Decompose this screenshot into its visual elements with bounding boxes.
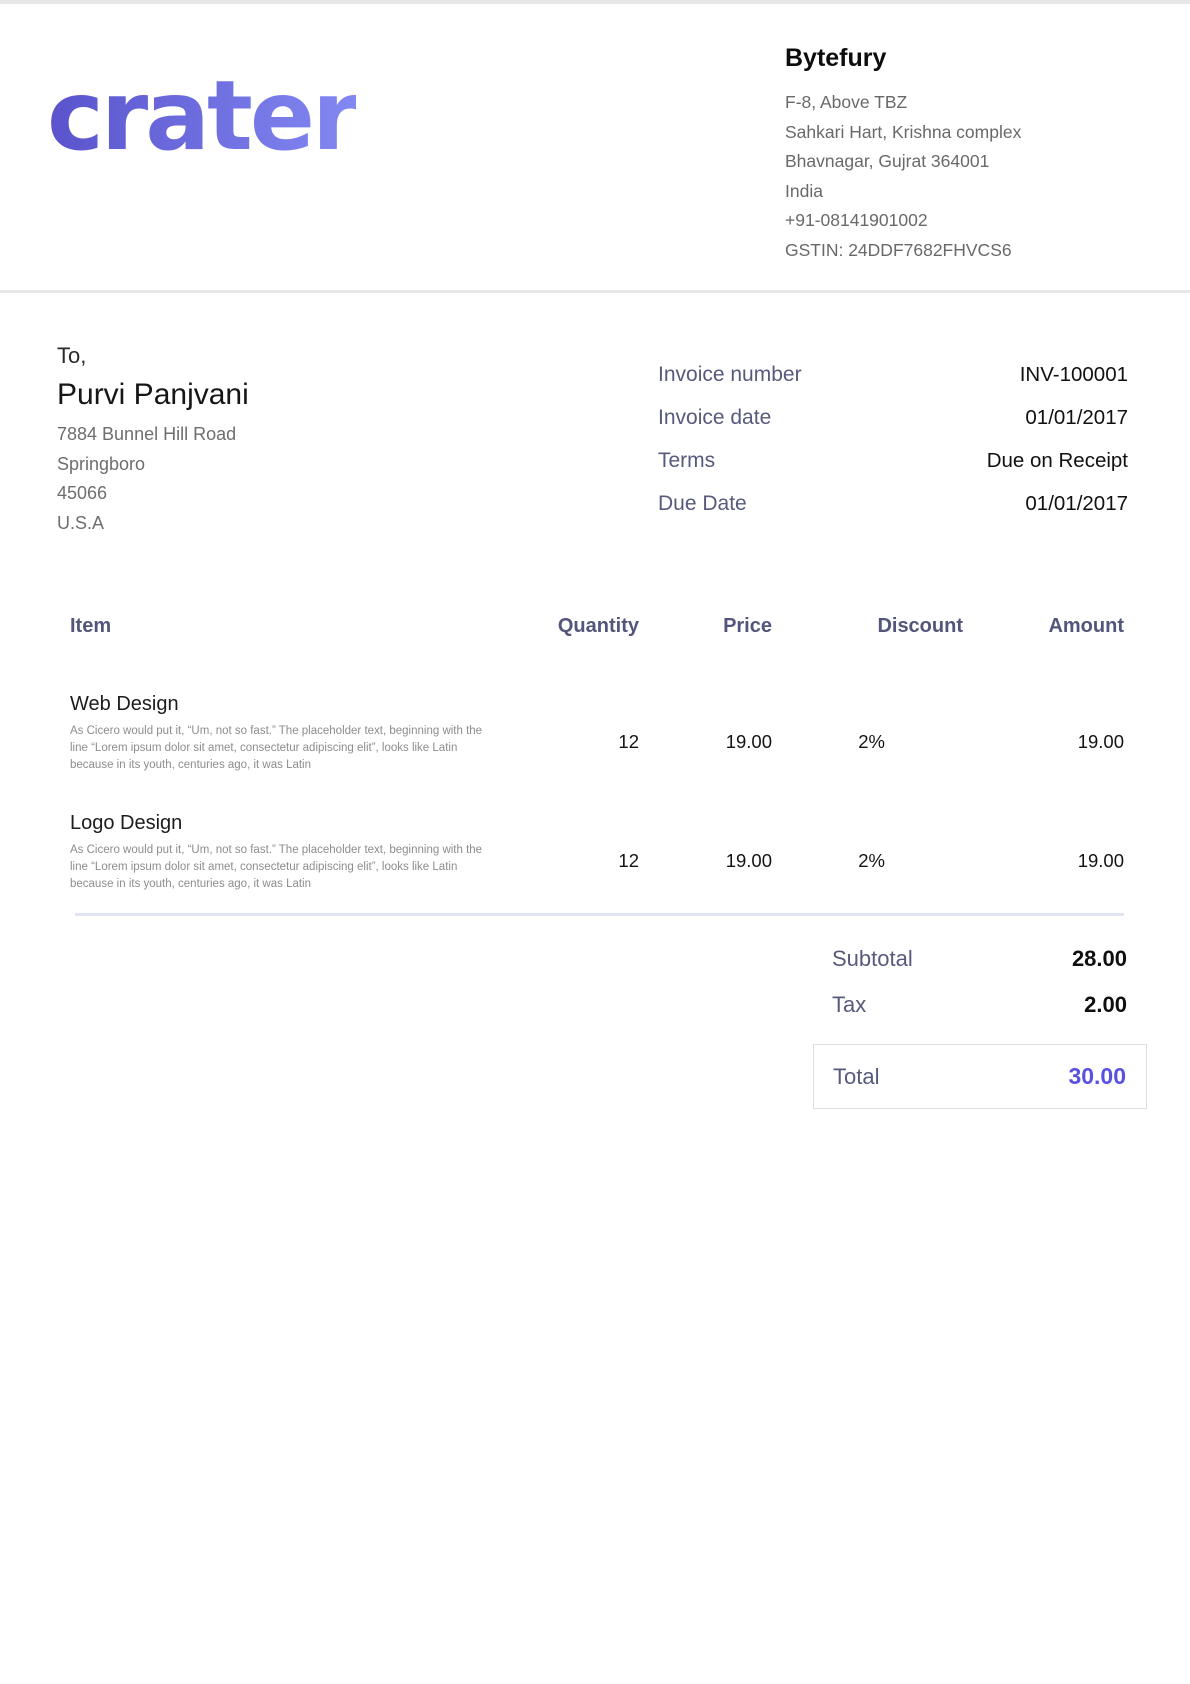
total-value: 30.00 (1068, 1063, 1126, 1089)
subtotal-value: 28.00 (1071, 946, 1127, 971)
company-name: Bytefury (785, 44, 887, 72)
bill-to-label: To, (57, 343, 87, 368)
company-phone: +91-08141901002 (785, 210, 928, 230)
item-description: As Cicero would put it, “Um, not so fast.” The placeholder text, beginning with the line “Lorem ipsum dolor sit amet, consectetur adipiscing elit”, looks like Latin because in its youth, centuries ago, it was Latin (70, 725, 483, 771)
terms-label: Terms (658, 449, 716, 472)
invoice-number-value: INV-100001 (1019, 363, 1128, 386)
customer-address-line: 7884 Bunnel Hill Road (57, 424, 237, 444)
item-description: As Cicero would put it, “Um, not so fast.” The placeholder text, beginning with the line “Lorem ipsum dolor sit amet, consectetur adipiscing elit”, looks like Latin because in its youth, centuries ago, it was Latin (70, 844, 483, 890)
terms-row (658, 449, 1128, 473)
item-quantity: 12 (618, 850, 639, 871)
tax-row (813, 992, 1147, 1018)
invoice-header (0, 4, 1190, 293)
terms-value: Due on Receipt (986, 449, 1128, 472)
item-amount: 19.00 (1077, 731, 1124, 752)
billing-section (0, 293, 1190, 538)
company-address-line: India (785, 180, 823, 201)
invoice-meta-block (658, 363, 1128, 538)
column-header-price: Price (723, 615, 772, 637)
invoice-date-value: 01/01/2017 (1025, 406, 1128, 429)
item-price: 19.00 (725, 850, 772, 871)
due-date-label: Due Date (658, 492, 747, 515)
tax-value: 2.00 (1084, 992, 1127, 1017)
subtotal-label: Subtotal (832, 946, 913, 971)
due-date-value: 01/01/2017 (1025, 492, 1128, 515)
customer-name: Purvi Panjvani (57, 378, 249, 411)
invoice-date-label: Invoice date (658, 406, 772, 429)
column-header-quantity: Quantity (557, 615, 639, 637)
item-cell (70, 693, 501, 774)
due-date-row (658, 492, 1128, 516)
item-name: Logo Design (70, 812, 183, 834)
subtotal-row (813, 946, 1147, 972)
invoice-date-row (658, 406, 1128, 430)
company-block (785, 38, 1135, 290)
item-cell (70, 812, 501, 893)
company-address-line: Bhavnagar, Gujrat 364001 (785, 151, 990, 171)
items-divider (75, 913, 1124, 916)
item-discount: 2% (858, 850, 885, 871)
customer-address-line: 45066 (57, 483, 108, 503)
tax-label: Tax (832, 992, 867, 1017)
totals-section (813, 946, 1147, 1109)
item-discount: 2% (858, 731, 885, 752)
item-amount: 19.00 (1077, 850, 1124, 871)
items-table-header (70, 615, 1190, 638)
column-header-discount: Discount (877, 615, 963, 637)
table-row (70, 812, 1190, 893)
company-address-line: Sahkari Hart, Krishna complex (785, 121, 1022, 142)
total-box (813, 1044, 1147, 1109)
column-header-amount: Amount (1048, 615, 1124, 637)
customer-address-line: U.S.A (57, 512, 105, 533)
item-name: Web Design (70, 693, 179, 715)
total-label: Total (833, 1064, 880, 1089)
item-quantity: 12 (618, 731, 639, 752)
item-price: 19.00 (725, 731, 772, 752)
crater-logo: crater (47, 68, 356, 290)
items-table (0, 615, 1190, 893)
invoice-number-row (658, 363, 1128, 387)
bill-to-block (57, 343, 249, 538)
column-header-item: Item (70, 615, 112, 637)
company-gstin: GSTIN: 24DDF7682FHVCS6 (785, 239, 1012, 260)
customer-address-line: Springboro (57, 453, 146, 474)
table-row (70, 693, 1190, 774)
company-address-line: F-8, Above TBZ (785, 92, 908, 112)
invoice-number-label: Invoice number (658, 363, 802, 386)
